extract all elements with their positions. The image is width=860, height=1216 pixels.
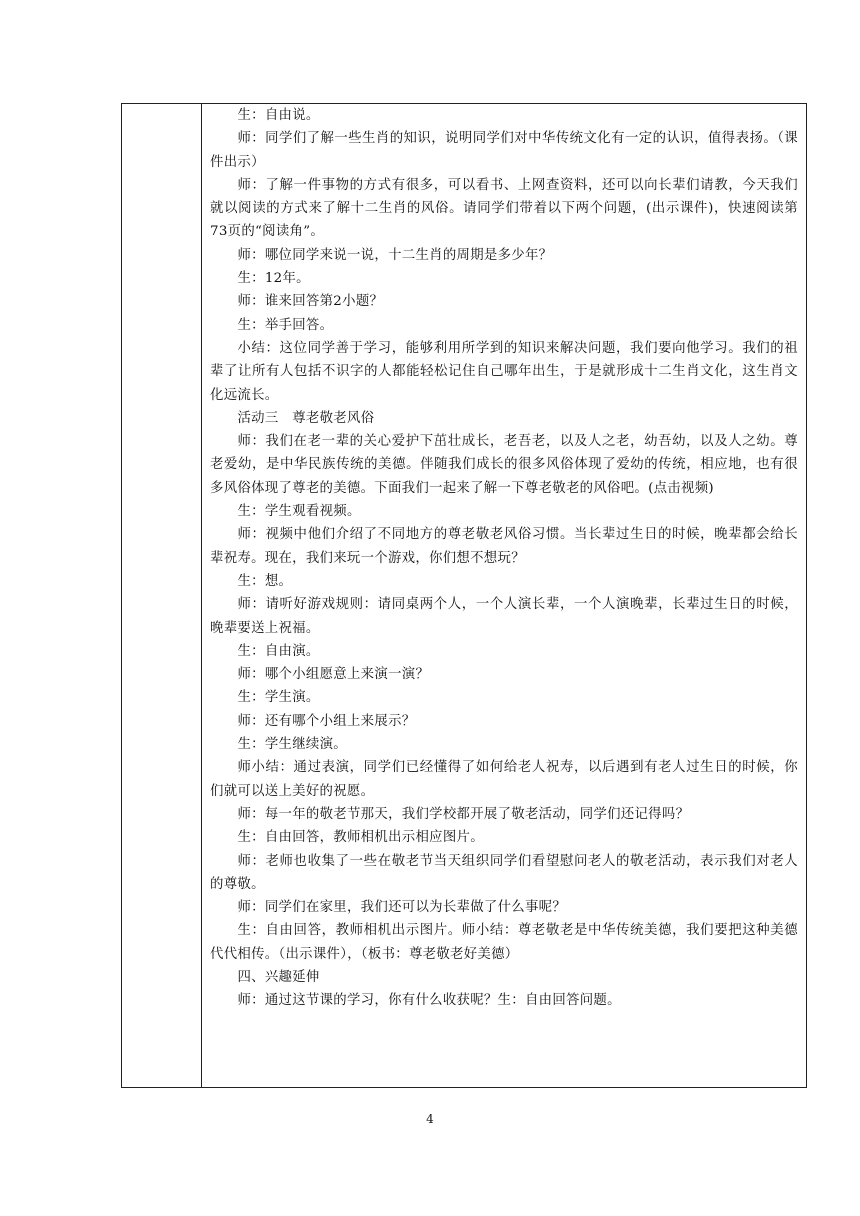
paragraph: 师：老师也收集了一些在敬老节当天组织同学们看望慰问老人的敬老活动，表示我们对老人的尊敬。 xyxy=(210,853,798,892)
left-column-cell xyxy=(122,104,202,1087)
paragraph: 师：哪个小组愿意上来演一演？ xyxy=(237,667,430,683)
paragraph: 师：视频中他们介绍了不同地方的尊老敬老风俗习惯。当长辈过生日的时候，晚辈都会给长辈祝寿。现在，我们来玩一个游戏，你们想不想玩？ xyxy=(210,527,798,566)
paragraph: 师：哪位同学来说一说，十二生肖的周期是多少年？ xyxy=(237,247,553,263)
paragraph: 生：举手回答。 xyxy=(237,317,334,333)
paragraph: 小结：这位同学善于学习，能够利用所学到的知识来解决问题，我们要向他学习。我们的祖辈了让所有人包括不识字的人都能轻松记住自己哪年出生，于是就形成十二生肖文化，这生肖文化远流长。 xyxy=(210,340,798,403)
paragraph: 师：同学们了解一些生肖的知识，说明同学们对中华传统文化有一定的认识，值得表扬。（课件出示） xyxy=(210,131,798,170)
paragraph: 生：自由回答，教师相机出示相应图片。 xyxy=(237,830,484,846)
paragraph: 师：通过这节课的学习，你有什么收获呢？生：自由回答问题。 xyxy=(237,993,621,1009)
paragraph: 师：谁来回答第2小题？ xyxy=(237,294,384,310)
paragraph: 生：学生演。 xyxy=(237,690,320,706)
paragraph: 生：想。 xyxy=(237,573,293,589)
paragraph: 师：我们在老一辈的关心爱护下茁壮成长，老吾老，以及人之老，幼吾幼，以及人之幼。尊老爱幼，是中华民族传统的美德。伴随我们成长的很多风俗体现了爱幼的传统，相应地，也有很多风俗体现了尊老的美德。下面我们一起来了解一下尊老敬老的风俗吧。(点击视频) xyxy=(210,434,798,496)
paragraph: 师：了解一件事物的方式有很多，可以看书、上网查资料，还可以向长辈们请教，今天我们就以阅读的方式来了解十二生肖的风俗。请同学们带着以下两个问题，(出示课件)，快速阅读第73页的“阅读角”。 xyxy=(210,177,798,240)
paragraph: 生：自由演。 xyxy=(237,643,320,659)
paragraph: 生：自由说。 xyxy=(237,108,320,123)
paragraph: 生：12年。 xyxy=(237,271,310,287)
paragraph: 师小结：通过表演，同学们已经懂得了如何给老人祝寿，以后遇到有老人过生日的时候，你们就可以送上美好的祝愿。 xyxy=(210,760,798,799)
paragraph: 师：每一年的敬老节那天，我们学校都开展了敬老活动，同学们还记得吗？ xyxy=(237,806,690,822)
paragraph: 师：同学们在家里，我们还可以为长辈做了什么事呢？ xyxy=(237,900,567,916)
page-number: 4 xyxy=(426,1112,434,1126)
lesson-content-cell xyxy=(202,104,806,1087)
paragraph: 生：学生观看视频。 xyxy=(237,504,361,520)
paragraph: 生：学生继续演。 xyxy=(237,737,347,753)
paragraph: 师：请听好游戏规则：请同桌两个人，一个人演长辈，一个人演晚辈，长辈过生日的时候，晚辈要送上祝福。 xyxy=(210,597,798,636)
paragraph: 师：还有哪个小组上来展示？ xyxy=(237,713,416,729)
section-heading: 四、兴趣延伸 xyxy=(237,969,320,985)
lesson-table xyxy=(121,103,807,1088)
paragraph: 生：自由回答，教师相机出示图片。师小结：尊老敬老是中华传统美德，我们要把这种美德代代相传。（出示课件），（板书：尊老敬老好美德） xyxy=(210,923,798,962)
section-heading: 活动三 尊老敬老风俗 xyxy=(237,410,375,426)
